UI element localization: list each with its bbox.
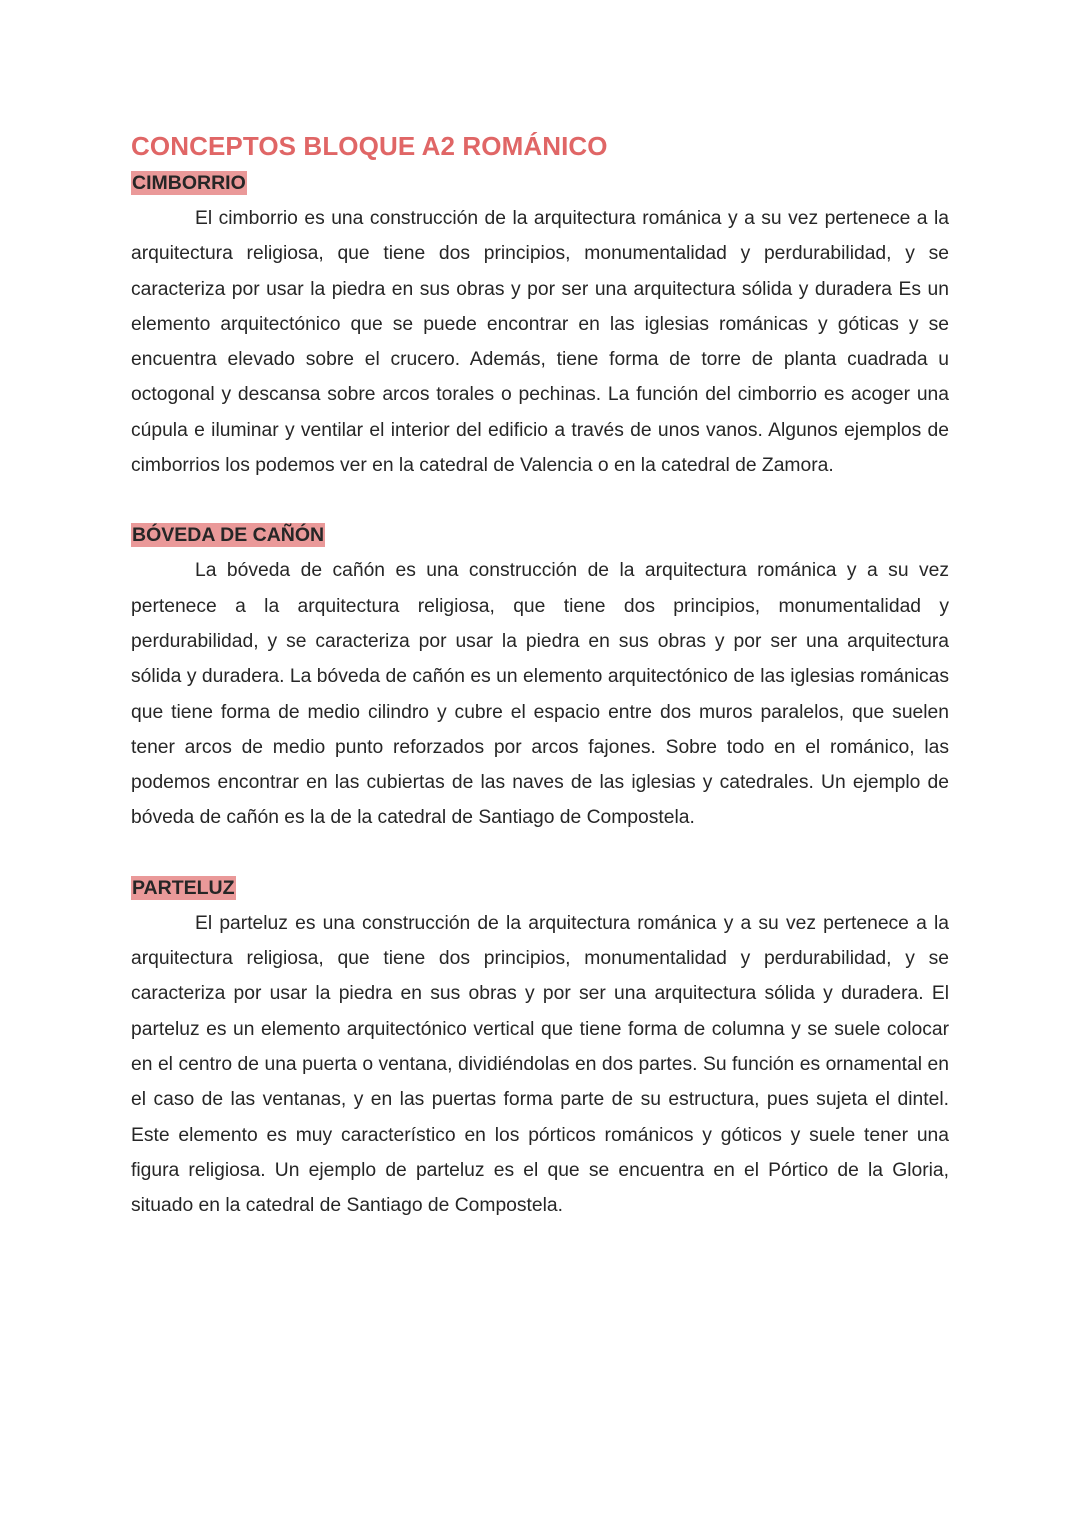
section-body: El parteluz es una construcción de la arquitectura románica y a su vez pertenece a la arquitectura religiosa, que tiene dos principios, monumentalidad y perdurabilidad, y se caracteriza por usar la piedra en sus obras y por ser una arquitectura sólida y duradera. El parteluz es un elemento arquitectónico vertical que tiene forma de columna y se suele colocar en el centro de una puerta o ventana, dividiéndolas en dos partes. Su función es ornamental en el caso de las ventanas, y en las puertas forma parte de su estructura, pues sujeta el dintel. Este elemento es muy característico en los pórticos románicos y góticos y suele tener una figura religiosa. Un ejemplo de parteluz es el que se encuentra en el Pórtico de la Gloria, situado en la catedral de Santiago de Compostela. (131, 912, 949, 1217)
document-title: CONCEPTOS BLOQUE A2 ROMÁNICO (131, 131, 608, 161)
section-heading (131, 166, 949, 201)
section-heading-label: CIMBORRIO (132, 172, 246, 194)
section-heading (131, 518, 949, 553)
section-parteluz (131, 871, 949, 1224)
section-heading-label: BÓVEDA DE CAÑÓN (132, 524, 325, 547)
section-body: La bóveda de cañón es una construcción de la arquitectura románica y a su vez pertenece a la arquitectura religiosa, que tiene dos principios, monumentalidad y perdurabilidad, y se caracteriza por usar la piedra en sus obras y por ser una arquitectura sólida y duradera. La bóveda de cañón es un elemento arquitectónico de las iglesias románicas que tiene forma de medio cilindro y cubre el espacio entre dos muros paralelos, que suelen tener arcos de medio punto reforzados por arcos fajones. Sobre todo en el románico, las podemos encontrar en las cubiertas de las naves de las iglesias y catedrales. Un ejemplo de bóveda de cañón es la de la catedral de Santiago de Compostela. (131, 560, 949, 829)
section-cimborrio (131, 166, 949, 483)
section-body: El cimborrio es una construcción de la arquitectura románica y a su vez pertenece a la arquitectura religiosa, que tiene dos principios, monumentalidad y perdurabilidad, y se caracteriza por usar la piedra en sus obras y por ser una arquitectura sólida y duradera Es un elemento arquitectónico que se puede encontrar en las iglesias románicas y góticas y se encuentra elevado sobre el crucero. Además, tiene forma de torre de planta cuadrada u octogonal y descansa sobre arcos torales o pechinas. La función del cimborrio es acoger una cúpula e iluminar y ventilar el interior del edificio a través de unos vanos. Algunos ejemplos de cimborrios los podemos ver en la catedral de Valencia o en la catedral de Zamora. (131, 208, 949, 477)
section-heading (131, 871, 949, 906)
section-heading-label: PARTELUZ (132, 876, 235, 899)
section-boveda-de-canon (131, 518, 949, 835)
document-page (131, 126, 949, 1223)
